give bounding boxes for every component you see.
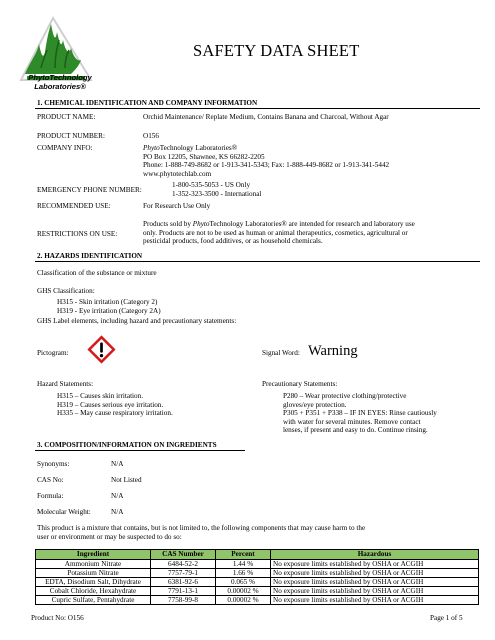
label-elements-text: GHS Label elements, including hazard and precautionary statements: — [37, 317, 237, 325]
ingredient-cell: Cupric Sulfate, Pentahydrate — [36, 595, 151, 604]
mixture-line1: This product is a mixture that contains, but is not limited to, the following components that may cause harm to the — [37, 524, 366, 532]
emergency-line2: 1-352-323-3500 - International — [172, 189, 262, 198]
cas-cell: 6484-52-2 — [151, 559, 216, 568]
table-row — [36, 568, 479, 577]
percent-cell: 1.66 % — [216, 568, 271, 577]
company-name-rest: Technology Laboratories® — [159, 144, 238, 152]
precautionary-line: P280 – Wear protective clothing/protective — [283, 392, 407, 400]
cas-value: Not Listed — [111, 476, 142, 484]
hazard-statement: H319 – Causes serious eye irritation. — [57, 400, 164, 409]
restrictions-line3: pesticidal products, food additives, or as household chemicals. — [143, 237, 323, 246]
pictogram-label: Pictogram: — [37, 349, 69, 357]
classification-text: Classification of the substance or mixture — [37, 269, 157, 277]
cas-cell: 6381-92-6 — [151, 577, 216, 586]
table-row — [36, 595, 479, 604]
precautionary-label: Precautionary Statements: — [262, 380, 338, 388]
cas-cell: 7758-99-8 — [151, 595, 216, 604]
precautionary-line: with water for several minutes. Remove contact — [283, 417, 421, 426]
company-address: PO Box 12205, Shawnee, KS 66282-2205 — [143, 152, 265, 161]
company-website: www.phytotechlab.com — [143, 169, 212, 178]
hazardous-cell: No exposure limits established by OSHA or ACGIH — [271, 586, 479, 595]
section3-heading: 3. COMPOSITION/INFORMATION ON INGREDIENTS — [37, 441, 217, 449]
ingredient-cell: EDTA, Disodium Salt, Dihydrate — [36, 577, 151, 586]
molecular-weight-label: Molecular Weight: — [37, 508, 91, 516]
restrictions-italic: Phyto — [192, 220, 210, 228]
company-info-block — [143, 144, 389, 178]
cas-cell: 7791-13-1 — [151, 586, 216, 595]
emergency-block — [172, 181, 261, 198]
signal-word-label: Signal Word: — [262, 349, 300, 357]
ingredient-cell: Ammonium Nitrate — [36, 559, 151, 568]
percent-cell: 0.00002 % — [216, 586, 271, 595]
molecular-weight-value: N/A — [111, 508, 124, 516]
column-header-percent: Percent — [216, 550, 271, 560]
precautionary-line: P305 + P351 + P338 – IF IN EYES: Rinse cautiously — [283, 409, 437, 418]
formula-label: Formula: — [37, 492, 64, 500]
ingredient-cell: Potassium Nitrate — [36, 568, 151, 577]
percent-cell: 0.065 % — [216, 577, 271, 586]
hazard-statements-label: Hazard Statements: — [37, 380, 94, 388]
ghs07-exclamation-icon — [87, 335, 116, 364]
emergency-label: EMERGENCY PHONE NUMBER: — [37, 186, 142, 194]
section2-divider — [35, 261, 480, 262]
hazard-statement: H315 – Causes skin irritation. — [57, 392, 144, 400]
product-number-value: O156 — [143, 132, 159, 140]
section3-divider — [35, 450, 245, 451]
formula-value: N/A — [111, 492, 124, 500]
document-title: SAFETY DATA SHEET — [193, 41, 360, 60]
cas-label: CAS No: — [37, 476, 64, 484]
table-row — [36, 559, 479, 568]
logo-line1: PhytoTechnology — [28, 73, 92, 82]
ghs-class-list — [57, 298, 161, 315]
synonyms-label: Synonyms: — [37, 460, 70, 468]
precautionary-line: lenses, if present and easy to do. Continue rinsing. — [283, 426, 428, 435]
restrictions-line1-rest: Technology Laboratories® are intended for research and laboratory use — [209, 220, 415, 228]
mixture-line2: user or environment or may be suspected to do so: — [37, 532, 182, 541]
percent-cell: 1.44 % — [216, 559, 271, 568]
hazard-statements-list — [57, 392, 173, 418]
recommended-use-value: For Research Use Only — [143, 202, 211, 210]
ghs-classification-label: GHS Classification: — [37, 287, 95, 295]
table-header-row — [36, 550, 479, 560]
column-header-ingredient: Ingredient — [36, 550, 151, 560]
hazard-statement: H335 – May cause respiratory irritation. — [57, 409, 173, 418]
percent-cell: 0.00002 % — [216, 595, 271, 604]
ingredient-cell: Cobalt Chloride, Hexahydrate — [36, 586, 151, 595]
product-number-label: PRODUCT NUMBER: — [37, 132, 105, 140]
footer-product-number: Product No: O156 — [31, 614, 84, 622]
product-name-label: PRODUCT NAME: — [37, 113, 96, 121]
section1-heading: 1. CHEMICAL IDENTIFICATION AND COMPANY INFORMATION — [37, 99, 258, 107]
logo-text — [22, 73, 98, 91]
table-row — [36, 577, 479, 586]
ghs-class-item: H315 - Skin irritation (Category 2) — [57, 298, 158, 306]
company-name — [143, 144, 389, 153]
logo-line2: Laboratories® — [34, 82, 86, 91]
company-info-label: COMPANY INFO: — [37, 144, 93, 152]
restrictions-label: RESTRICTIONS ON USE: — [37, 230, 118, 238]
restrictions-line1 — [143, 220, 415, 229]
ingredients-table — [35, 549, 479, 605]
hazardous-cell: No exposure limits established by OSHA or ACGIH — [271, 559, 479, 568]
precautionary-list — [283, 392, 437, 435]
company-name-italic: Phyto — [143, 144, 160, 152]
hazardous-cell: No exposure limits established by OSHA or ACGIH — [271, 595, 479, 604]
hazardous-cell: No exposure limits established by OSHA or ACGIH — [271, 568, 479, 577]
company-phone: Phone: 1-888-749-8682 or 1-913-341-5343; Fax: 1-888-449-8682 or 1-913-341-5442 — [143, 161, 390, 170]
recommended-use-label: RECOMMENDED USE: — [37, 202, 111, 210]
ghs-class-item: H319 - Eye irritation (Category 2A) — [57, 306, 161, 315]
footer-page-number: Page 1 of 5 — [430, 614, 463, 622]
column-header-cas: CAS Number — [151, 550, 216, 560]
product-name-value: Orchid Maintenance/ Replate Medium, Contains Banana and Charcoal, Without Agar — [143, 113, 389, 121]
restrictions-block — [143, 220, 415, 246]
restrictions-pre: Products sold by — [143, 220, 193, 228]
section2-heading: 2. HAZARDS IDENTIFICATION — [37, 252, 143, 260]
precautionary-line: gloves/eye protection. — [283, 400, 347, 409]
synonyms-value: N/A — [111, 460, 124, 468]
section1-divider — [35, 108, 480, 109]
emergency-line1: 1-800-535-5053 - US Only — [172, 181, 251, 189]
mixture-text — [37, 524, 365, 541]
table-row — [36, 586, 479, 595]
column-header-hazardous: Hazardous — [271, 550, 479, 560]
hazardous-cell: No exposure limits established by OSHA or ACGIH — [271, 577, 479, 586]
signal-word-value: Warning — [308, 343, 358, 359]
restrictions-line2: only. Products are not to be used as human or animal therapeutics, cosmetics, agricultural or — [143, 228, 408, 237]
cas-cell: 7757-79-1 — [151, 568, 216, 577]
